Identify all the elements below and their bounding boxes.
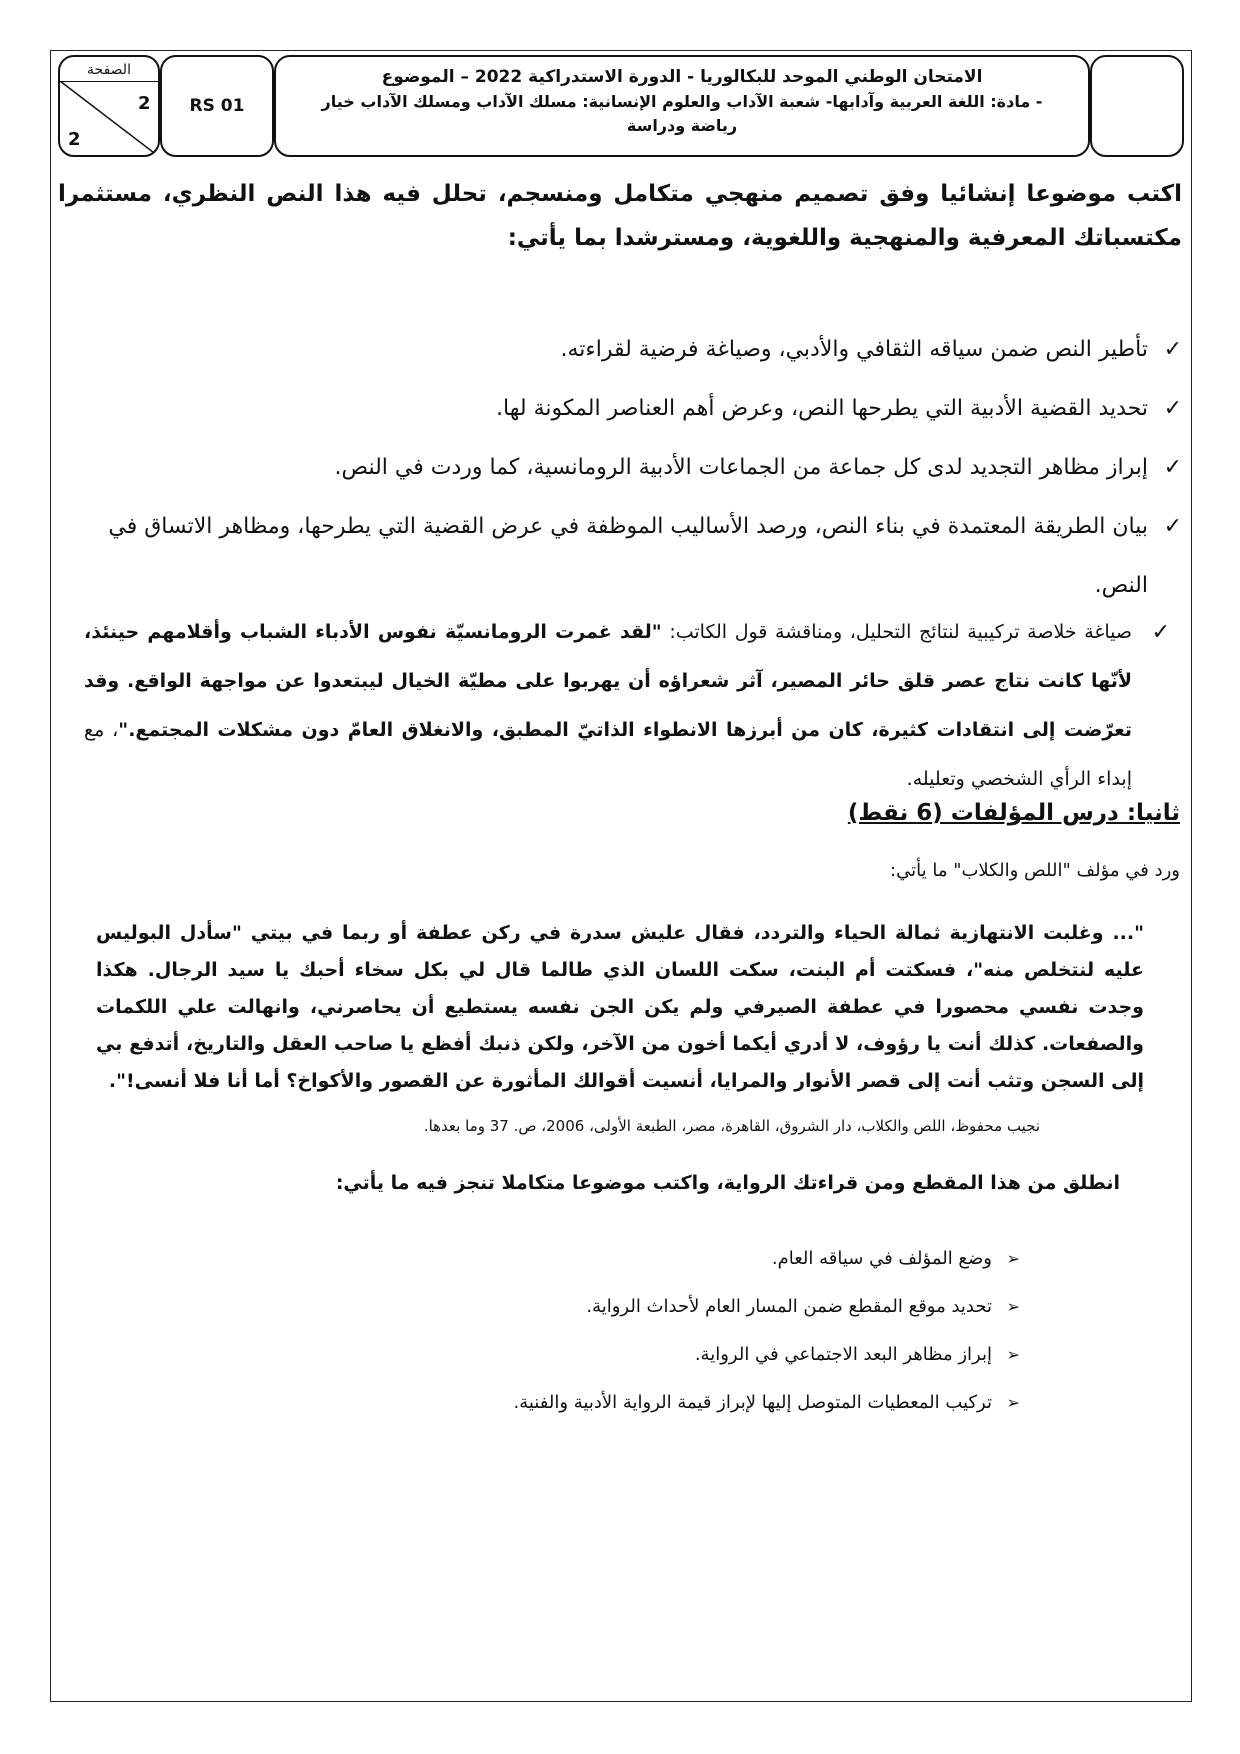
arrow-icon: ➢ [1006,1345,1020,1364]
novel-excerpt: "... وغلبت الانتهازية ثمالة الحياء والتردد، فقال عليش سدرة في ركن عطفة أو ربما في بيتي "سأدل البوليس عليه لنتخلص منه"، فسكتت أم البنت، سكت اللسان الذي طالما قال لي بكل سخاء أحبك يا سيد الرجال. هكذا وجدت نفسي محصورا في عطفة الصيرفي ولم يكن الجن نفسه يستطيع أن يحاصرني، وانهالت علي اللكمات والصفعات. كذلك أنت يا رؤوف، لا أدري أيكما أخون من الآخر، ولكن ذنبك أفظع يا صاحب العقل والتاريخ، أتدفع بي إلى السجن وتثب أنت إلى قصر الأنوار والمرايا، أنسيت أقوالك المأثورة عن القصور والأكواخ؟ أما أنا فلا أنسى!". [96,922,1144,1092]
synthesis-tail: ، مع إبداء الرأي الشخصي وتعليله. [84,719,1132,790]
section-two-heading: ثانيا: درس المؤلفات (6 نقط) [847,800,1180,826]
task-item: ➢ إبراز مظاهر البعد الاجتماعي في الرواية. [514,1331,1021,1379]
task-item: ➢ تركيب المعطيات المتوصل إليها لإبراز قيمة الرواية الأدبية والفنية. [514,1379,1021,1427]
checklist-item-synthesis [84,608,1170,804]
synthesis-lead: صياغة خلاصة تركيبية لنتائج التحليل، ومناقشة قول الكاتب: [661,621,1132,643]
task-list [514,1235,1021,1427]
exam-subject-cont: رياضة ودراسة [626,116,738,135]
guidance-checklist [58,320,1182,615]
blank-box [1090,55,1184,157]
arrow-icon: ➢ [1006,1297,1020,1316]
check-icon: ✓ [1163,337,1182,362]
page-number: 2 [138,93,151,114]
page-label: الصفحة [60,59,158,82]
check-icon: ✓ [1163,455,1182,480]
author-quote: "لقد غمرت الرومانسيّة نفوس الأدباء الشباب وأقلامهم حينئذ، لأنّها كانت نتاج عصر قلق حائر المصير، آثر شعراؤه أن يهربوا على مطيّة الخيال ليبتعدوا عن مواجهة الواقع. وقد تعرّضت إلى انتقادات كثيرة، كان من أبرزها الانطواء الذاتيّ المطبق، والانغلاق العامّ دون مشكلات المجتمع." [84,621,1132,741]
exam-code: RS 01 [160,55,274,157]
exam-subject: - مادة: اللغة العربية وآدابها- شعبة الآداب والعلوم الإنسانية: مسلك الآداب ومسلك الآداب خيار [321,92,1043,111]
checklist-item: ✓ بيان الطريقة المعتمدة في بناء النص، ورصد الأساليب الموظفة في عرض القضية التي يطرحها، ومظاهر الاتساق في النص. [58,497,1182,615]
section-two-task: انطلق من هذا المقطع ومن قراءتك الرواية، واكتب موضوعا متكاملا تنجز فيه ما يأتي: [335,1172,1120,1194]
arrow-icon: ➢ [1006,1249,1020,1268]
exam-title-box [274,55,1090,157]
page-number-box [58,55,160,157]
essay-instruction: اكتب موضوعا إنشائيا وفق تصميم منهجي متكامل ومنسجم، تحلل فيه هذا النص النظري، مستثمرا مكتسباتك المعرفية والمنهجية واللغوية، ومسترشدا بما يأتي: [58,181,1182,251]
exam-title: الامتحان الوطني الموحد للبكالوريا - الدورة الاستدراكية 2022 – الموضوع [381,67,983,87]
page-total: 2 [68,129,81,150]
section-two-intro: ورد في مؤلف "اللص والكلاب" ما يأتي: [890,860,1180,881]
check-icon: ✓ [1163,396,1182,421]
checklist-item: ✓ تحديد القضية الأدبية التي يطرحها النص، وعرض أهم العناصر المكونة لها. [58,379,1182,438]
checklist-item: ✓ تأطير النص ضمن سياقه الثقافي والأدبي، وصياغة فرضية لقراءته. [58,320,1182,379]
check-icon: ✓ [1163,514,1182,539]
task-item: ➢ وضع المؤلف في سياقه العام. [514,1235,1021,1283]
arrow-icon: ➢ [1006,1393,1020,1412]
excerpt-reference: نجيب محفوظ، اللص والكلاب، دار الشروق، القاهرة، مصر، الطبعة الأولى، 2006، ص. 37 وما بعدها. [423,1117,1040,1135]
checklist-item: ✓ إبراز مظاهر التجديد لدى كل جماعة من الجماعات الأدبية الرومانسية، كما وردت في النص. [58,438,1182,497]
task-item: ➢ تحديد موقع المقطع ضمن المسار العام لأحداث الرواية. [514,1283,1021,1331]
check-icon: ✓ [1151,620,1170,645]
